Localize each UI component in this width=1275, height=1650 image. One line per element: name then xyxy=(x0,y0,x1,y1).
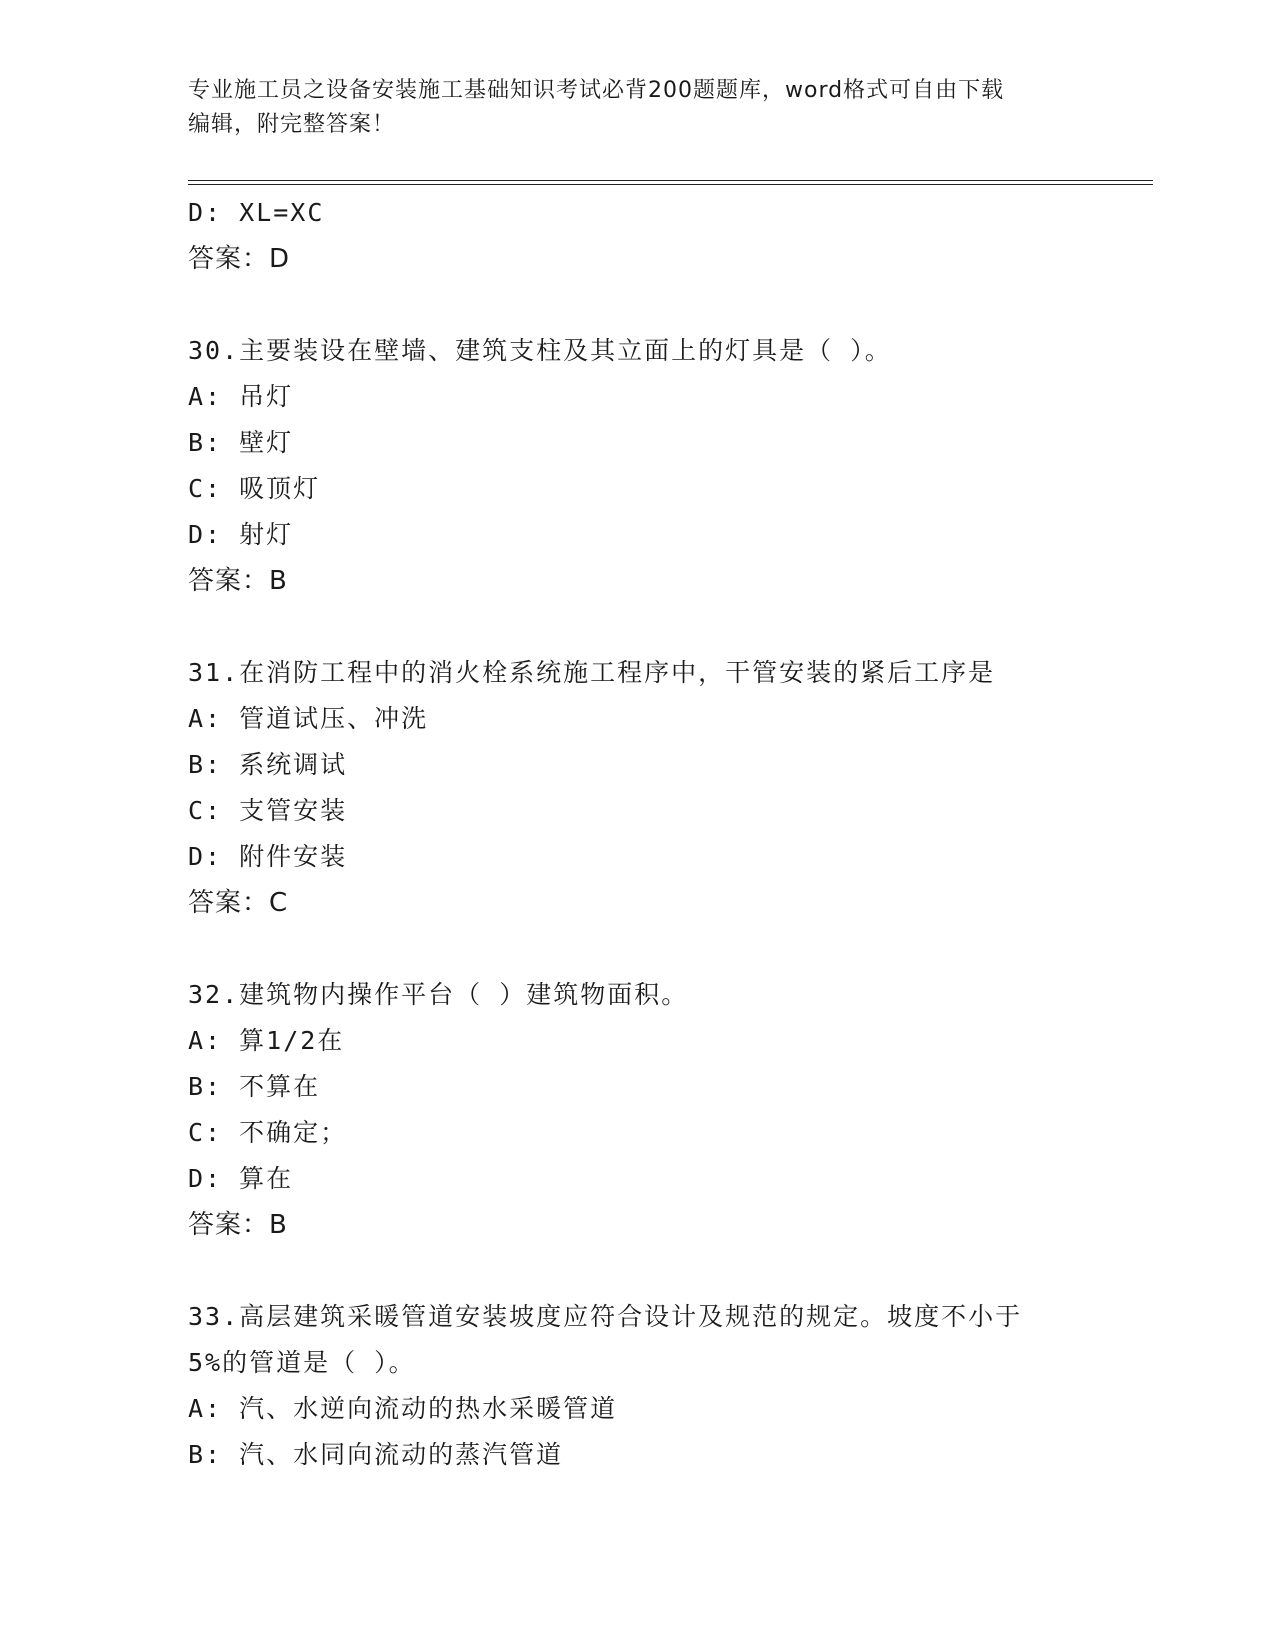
option-a: A: 算1/2在 xyxy=(188,1026,345,1055)
question-stem: 32.建筑物内操作平台（ ）建筑物面积。 xyxy=(188,980,689,1009)
option-c: C: 不确定； xyxy=(188,1118,348,1147)
option-b: B: 壁灯 xyxy=(188,428,294,457)
header-title-line-1: 专业施工员之设备安装施工基础知识考试必背200题题库，word格式可自由下载 xyxy=(188,78,1005,103)
option-d: D: 算在 xyxy=(188,1164,294,1193)
answer-line: 答案：C xyxy=(188,888,289,918)
question-29-tail xyxy=(188,190,1088,282)
option-d: D: 附件安装 xyxy=(188,842,348,871)
spacer xyxy=(188,604,1088,650)
question-stem-line-2: 5%的管道是（ ）。 xyxy=(188,1348,416,1377)
answer-line: 答案：B xyxy=(188,1210,288,1240)
option-b: B: 不算在 xyxy=(188,1072,321,1101)
document-content xyxy=(188,190,1088,1478)
question-31 xyxy=(188,650,1088,926)
question-33 xyxy=(188,1294,1088,1478)
spacer xyxy=(188,926,1088,972)
spacer xyxy=(188,282,1088,328)
answer-line: 答案：B xyxy=(188,566,288,596)
answer-line: 答案：D xyxy=(188,244,291,274)
header-divider-top xyxy=(188,180,1153,181)
option-b: B: 系统调试 xyxy=(188,750,348,779)
header-title-line-2: 编辑，附完整答案！ xyxy=(188,112,396,137)
spacer xyxy=(188,1248,1088,1294)
option-a: A: 管道试压、冲洗 xyxy=(188,704,429,733)
header-divider-bottom xyxy=(188,184,1153,185)
question-stem: 31.在消防工程中的消火栓系统施工程序中，干管安装的紧后工序是 xyxy=(188,658,996,687)
question-stem-line-1: 33.高层建筑采暖管道安装坡度应符合设计及规范的规定。坡度不小于 xyxy=(188,1302,1023,1331)
document-header xyxy=(188,74,1088,142)
option-b: B: 汽、水同向流动的蒸汽管道 xyxy=(188,1440,564,1469)
question-stem: 30.主要装设在壁墙、建筑支柱及其立面上的灯具是（ ）。 xyxy=(188,336,892,365)
option-a: A: 汽、水逆向流动的热水采暖管道 xyxy=(188,1394,618,1423)
option-a: A: 吊灯 xyxy=(188,382,294,411)
option-c: C: 支管安装 xyxy=(188,796,348,825)
question-32 xyxy=(188,972,1088,1248)
option-d: D: XL=XC xyxy=(188,198,325,227)
question-30 xyxy=(188,328,1088,604)
option-c: C: 吸顶灯 xyxy=(188,474,321,503)
option-d: D: 射灯 xyxy=(188,520,294,549)
